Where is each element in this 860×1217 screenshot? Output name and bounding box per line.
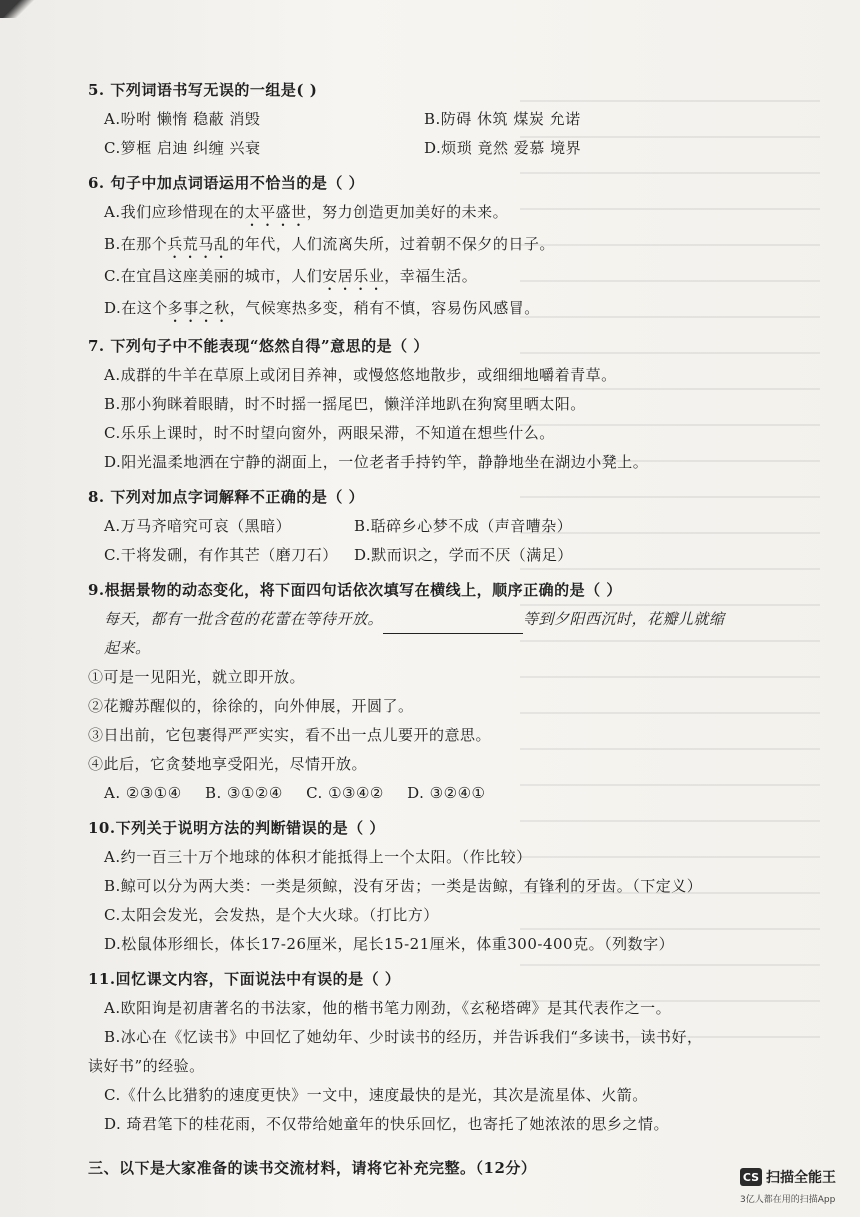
question-8 bbox=[88, 483, 738, 570]
option-a: A.欧阳询是初唐著名的书法家，他的楷书笔力刚劲，《玄秘塔碑》是其代表作之一。 bbox=[104, 999, 672, 1017]
option-c: C.乐乐上课时，时不时望向窗外，两眼呆滞，不知道在想些什么。 bbox=[104, 424, 555, 442]
option-a: A.万马齐喑究可哀（黑暗） bbox=[104, 517, 292, 535]
sentence-1: ①可是一见阳光，就立即开放。 bbox=[88, 668, 306, 686]
question-stem: 5. 下列词语书写无误的一组是( ) bbox=[88, 81, 318, 99]
option-b: B.鲸可以分为两大类：一类是须鲸，没有牙齿；一类是齿鲸，有锋利的牙齿。（下定义） bbox=[104, 877, 703, 895]
section-3-heading: 三、以下是大家准备的读书交流材料，请将它补充完整。（12分） bbox=[88, 1159, 537, 1177]
question-stem: 11.回忆课文内容，下面说法中有误的是（ ） bbox=[88, 970, 401, 988]
watermark-name: 扫描全能王 bbox=[766, 1170, 836, 1186]
question-stem: 6. 句子中加点词语运用不恰当的是（ ） bbox=[88, 174, 365, 192]
question-10 bbox=[88, 814, 738, 959]
question-5 bbox=[88, 76, 738, 163]
watermark-subtitle: 3亿人都在用的扫描App bbox=[740, 1195, 836, 1205]
question-stem: 9.根据景物的动态变化，将下面四句话依次填写在横线上，顺序正确的是（ ） bbox=[88, 581, 622, 599]
option-a: A.成群的牛羊在草原上或闭目养神，或慢悠悠地散步，或细细地嚼着青草。 bbox=[104, 366, 617, 384]
question-11 bbox=[88, 965, 738, 1139]
options-row bbox=[88, 779, 738, 808]
option-b: B.聒碎乡心梦不成（声音嘈杂） bbox=[354, 517, 573, 535]
option-d: D. 琦君笔下的桂花雨，不仅带给她童年的快乐回忆，也寄托了她浓浓的思乡之情。 bbox=[104, 1115, 670, 1133]
question-6 bbox=[88, 169, 738, 326]
exam-content bbox=[88, 76, 738, 1178]
option-c: C.箩框 启迪 纠缠 兴衰 bbox=[104, 139, 261, 157]
option-c: C.在宜昌这座美丽的城市，人们安居乐业，幸福生活。 bbox=[104, 267, 478, 285]
option-d: D.阳光温柔地洒在宁静的湖面上，一位老者手持钓竿，静静地坐在湖边小凳上。 bbox=[104, 453, 649, 471]
option-a: A. ②③①④ bbox=[104, 784, 182, 802]
option-c: C.太阳会发光，会发热，是个大火球。（打比方） bbox=[104, 906, 439, 924]
option-a: A.吩咐 懒惰 稳蔽 消毁 bbox=[104, 110, 261, 128]
question-7 bbox=[88, 332, 738, 477]
option-a: A.约一百三十万个地球的体积才能抵得上一个太阳。（作比较） bbox=[104, 848, 532, 866]
question-9 bbox=[88, 576, 738, 808]
sentence-3: ③日出前，它包裹得严严实实，看不出一点儿要开的意思。 bbox=[88, 726, 492, 744]
option-b: B.在那个兵荒马乱的年代，人们流离失所，过着朝不保夕的日子。 bbox=[104, 235, 555, 253]
option-c: C.《什么比猎豹的速度更快》一文中，速度最快的是光，其次是流星体、火箭。 bbox=[104, 1086, 648, 1104]
option-d: D.松鼠体形细长，体长17-26厘米，尾长15-21厘米，体重300-400克。（列数字） bbox=[104, 935, 675, 953]
scanner-watermark bbox=[740, 1167, 836, 1187]
option-c: C.干将发硎，有作其芒（磨刀石） bbox=[104, 546, 338, 564]
option-d: D.默而识之，学而不厌（满足） bbox=[354, 546, 573, 564]
option-b: B.那小狗眯着眼睛，时不时摇一摇尾巴，懒洋洋地趴在狗窝里晒太阳。 bbox=[104, 395, 586, 413]
sentence-2: ②花瓣苏醒似的，徐徐的，向外伸展，开圆了。 bbox=[88, 697, 414, 715]
cs-logo-icon: CS bbox=[740, 1168, 762, 1186]
passage: 每天，都有一批含苞的花蕾在等待开放。 等到夕阳西沉时，花瓣儿就缩起来。 bbox=[104, 610, 725, 657]
option-d: D.烦琐 竟然 爱慕 境界 bbox=[424, 139, 582, 157]
option-a: A.我们应珍惜现在的太平盛世，努力创造更加美好的未来。 bbox=[104, 203, 509, 221]
option-b: B.防碍 休筑 煤炭 允诺 bbox=[424, 110, 581, 128]
question-stem: 7. 下列句子中不能表现“悠然自得”意思的是（ ） bbox=[88, 337, 429, 355]
question-stem: 10.下列关于说明方法的判断错误的是（ ） bbox=[88, 819, 385, 837]
question-stem: 8. 下列对加点字词解释不正确的是（ ） bbox=[88, 488, 365, 506]
option-d: D. ③②④① bbox=[407, 784, 486, 802]
option-b: B. ③①②④ bbox=[204, 784, 283, 802]
option-d: D.在这个多事之秋，气候寒热多变，稍有不慎，容易伤风感冒。 bbox=[104, 299, 540, 317]
fill-blank bbox=[383, 617, 523, 634]
option-c: C. ①③④② bbox=[306, 784, 384, 802]
option-b: B.冰心在《忆读书》中回忆了她幼年、少时读书的经历，并告诉我们“多读书，读书好， 读好书”的经验。 bbox=[88, 1028, 703, 1075]
sentence-4: ④此后，它贪婪地享受阳光，尽情开放。 bbox=[88, 755, 368, 773]
scan-corner-shadow bbox=[0, 0, 40, 18]
